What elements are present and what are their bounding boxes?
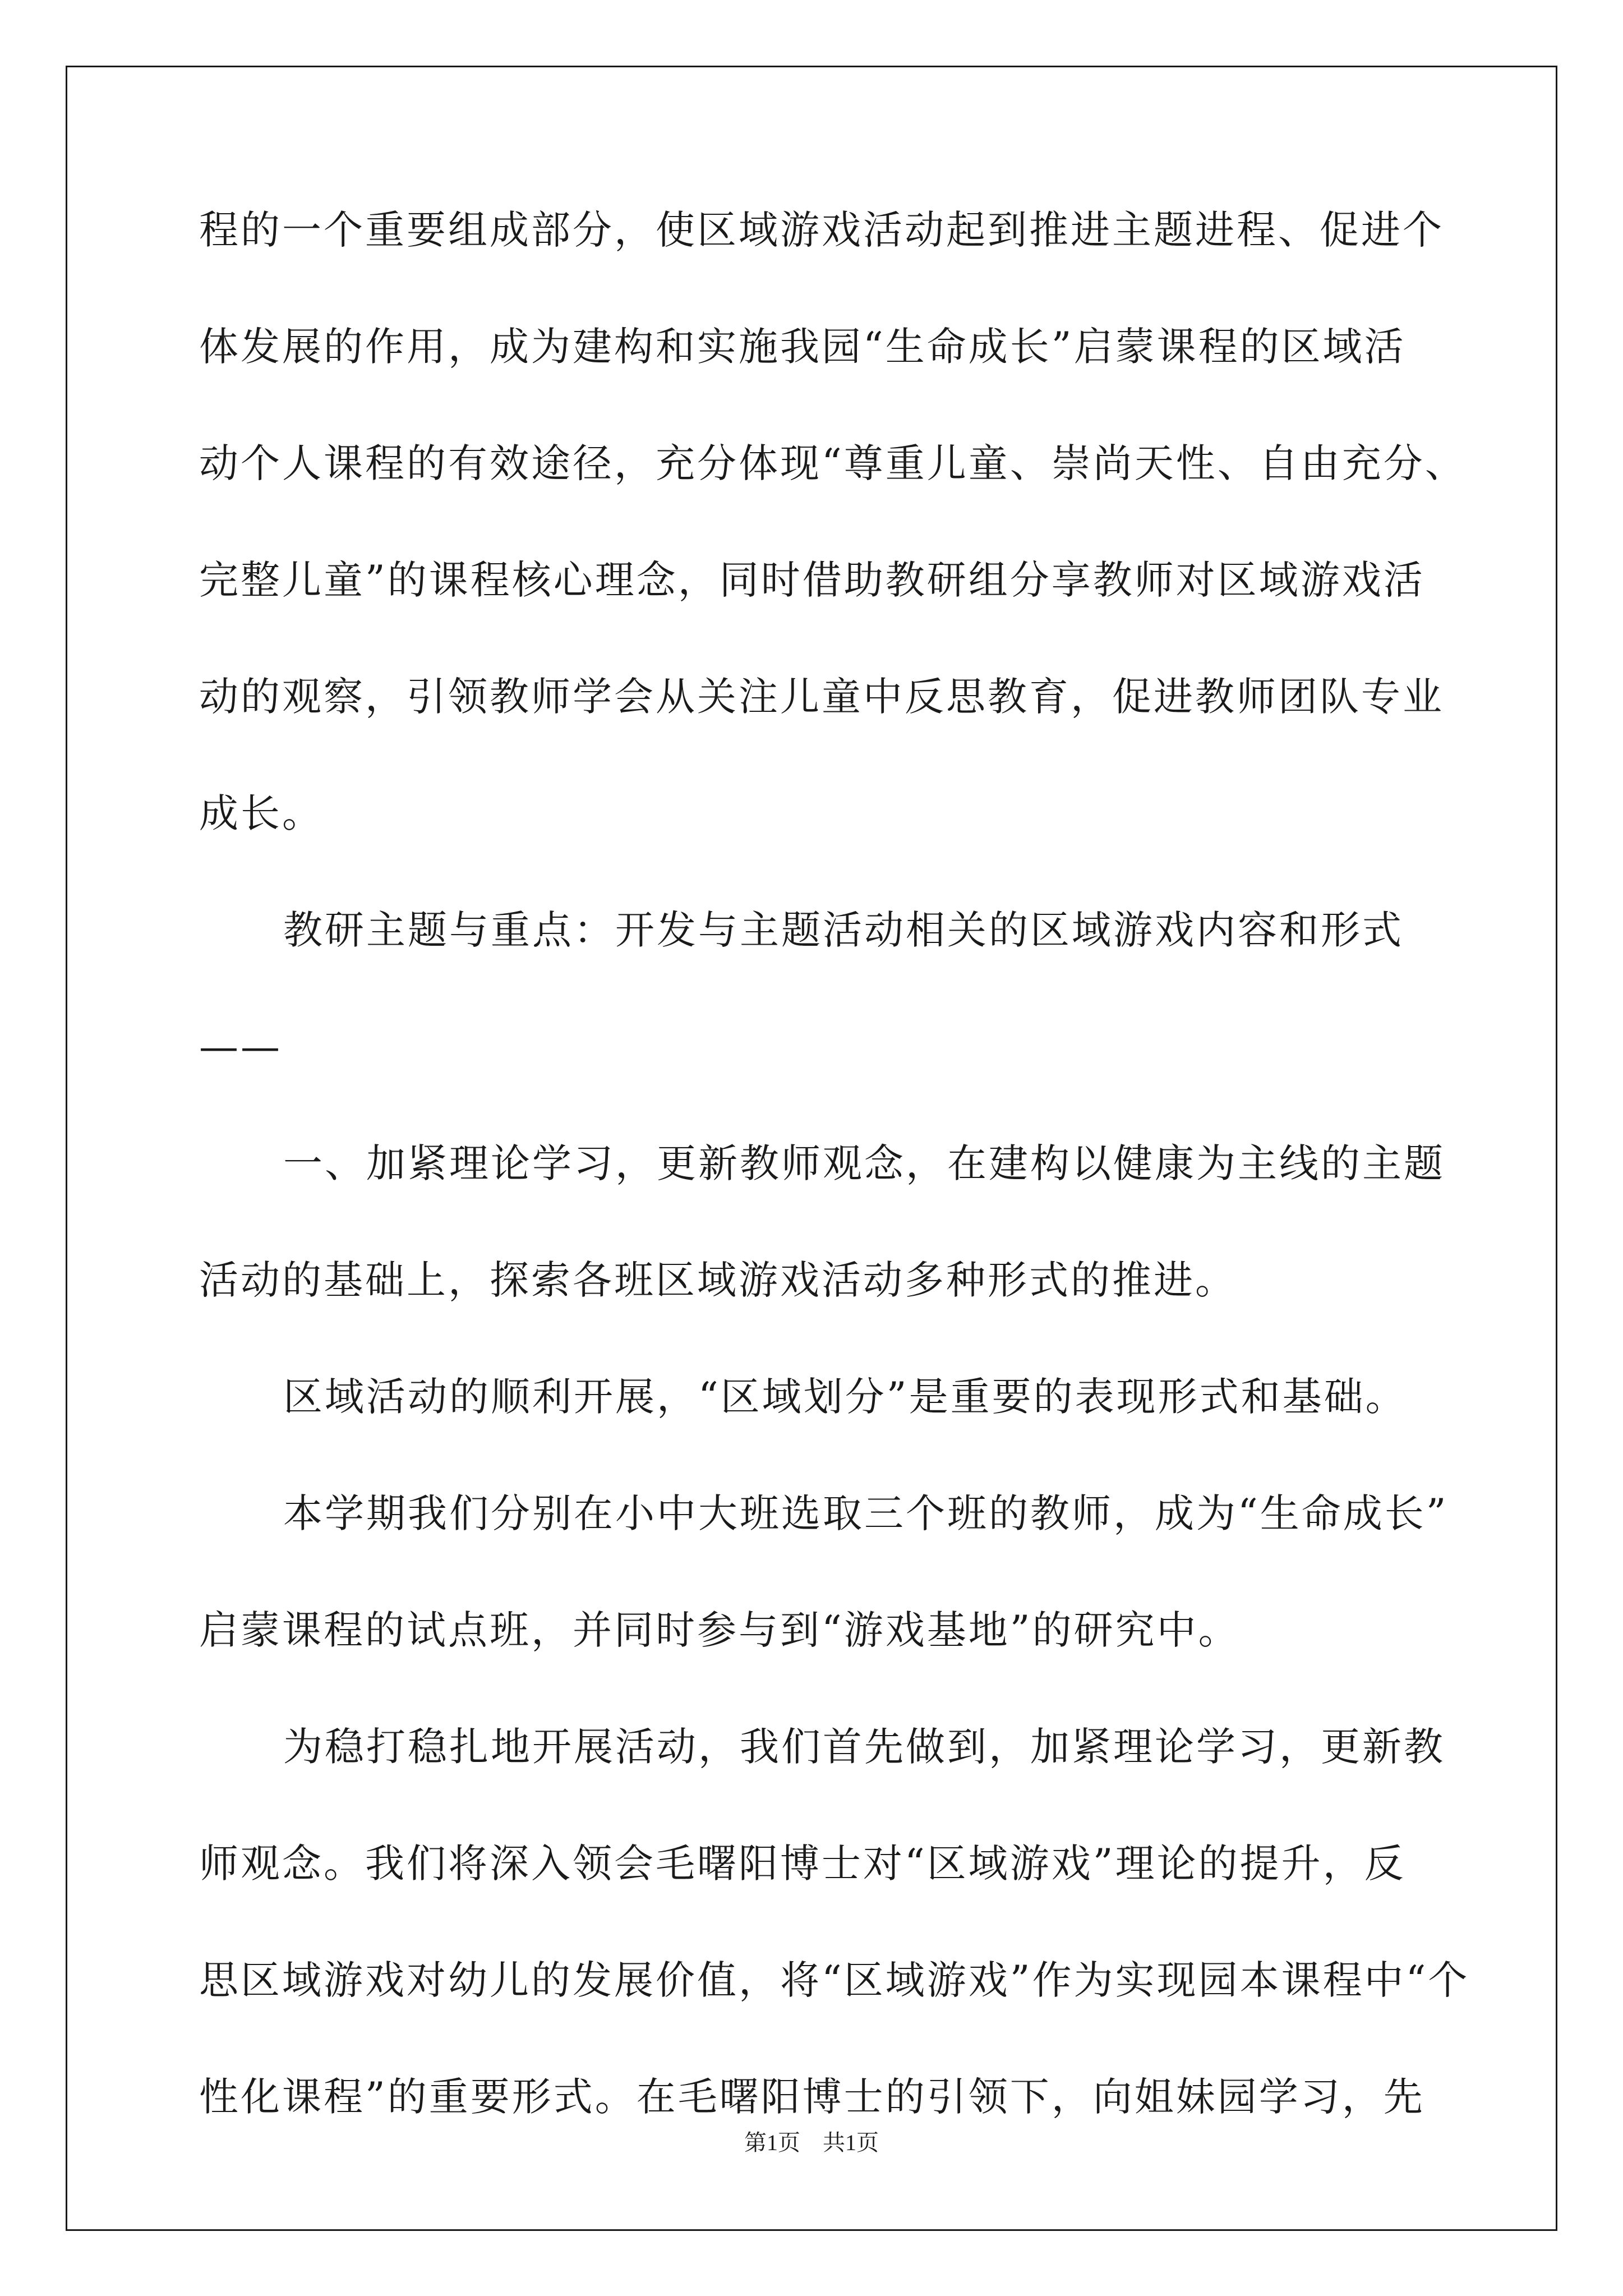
text-line: 师观念。我们将深入领会毛曙阳博士对“区域游戏”理论的提升，反 xyxy=(199,1841,1406,1887)
text-line: 动的观察，引领教师学会从关注儿童中反思教育，促进教师团队专业 xyxy=(199,674,1444,720)
page-number: 第1页 共1页 xyxy=(744,2130,879,2155)
text-line: 为稳打稳扎地开展活动，我们首先做到，加紧理论学习，更新教 xyxy=(283,1724,1445,1770)
text-line: 动个人课程的有效途径，充分体现“尊重儿童、崇尚天性、自由充分、 xyxy=(199,440,1467,486)
text-line: 启蒙课程的试点班，并同时参与到“游戏基地”的研究中。 xyxy=(199,1607,1240,1653)
text-line: 活动的基础上，探索各班区域游戏活动多种形式的推进。 xyxy=(199,1257,1237,1303)
section-heading: 教研主题与重点：开发与主题活动相关的区域游戏内容和形式 xyxy=(283,907,1404,953)
text-line: 区域活动的顺利开展，“区域划分”是重要的表现形式和基础。 xyxy=(283,1374,1407,1420)
text-line: 成长。 xyxy=(199,790,324,836)
text-line: —— xyxy=(199,1024,282,1070)
text-line: 完整儿童”的课程核心理念，同时借助教研组分享教师对区域游戏活 xyxy=(199,557,1425,603)
text-line: 思区域游戏对幼儿的发展价值，将“区域游戏”作为实现园本课程中“个 xyxy=(199,1957,1470,2003)
text-line: 体发展的作用，成为建构和实施我园“生命成长”启蒙课程的区域活 xyxy=(199,324,1406,370)
text-line: 本学期我们分别在小中大班选取三个班的教师，成为“生命成长” xyxy=(283,1490,1449,1536)
text-line: 一、加紧理论学习，更新教师观念，在建构以健康为主线的主题 xyxy=(283,1140,1445,1186)
text-line: 程的一个重要组成部分，使区域游戏活动起到推进主题进程、促进个 xyxy=(199,207,1444,253)
text-line: 性化课程”的重要形式。在毛曙阳博士的引领下，向姐妹园学习，先 xyxy=(199,2074,1425,2120)
